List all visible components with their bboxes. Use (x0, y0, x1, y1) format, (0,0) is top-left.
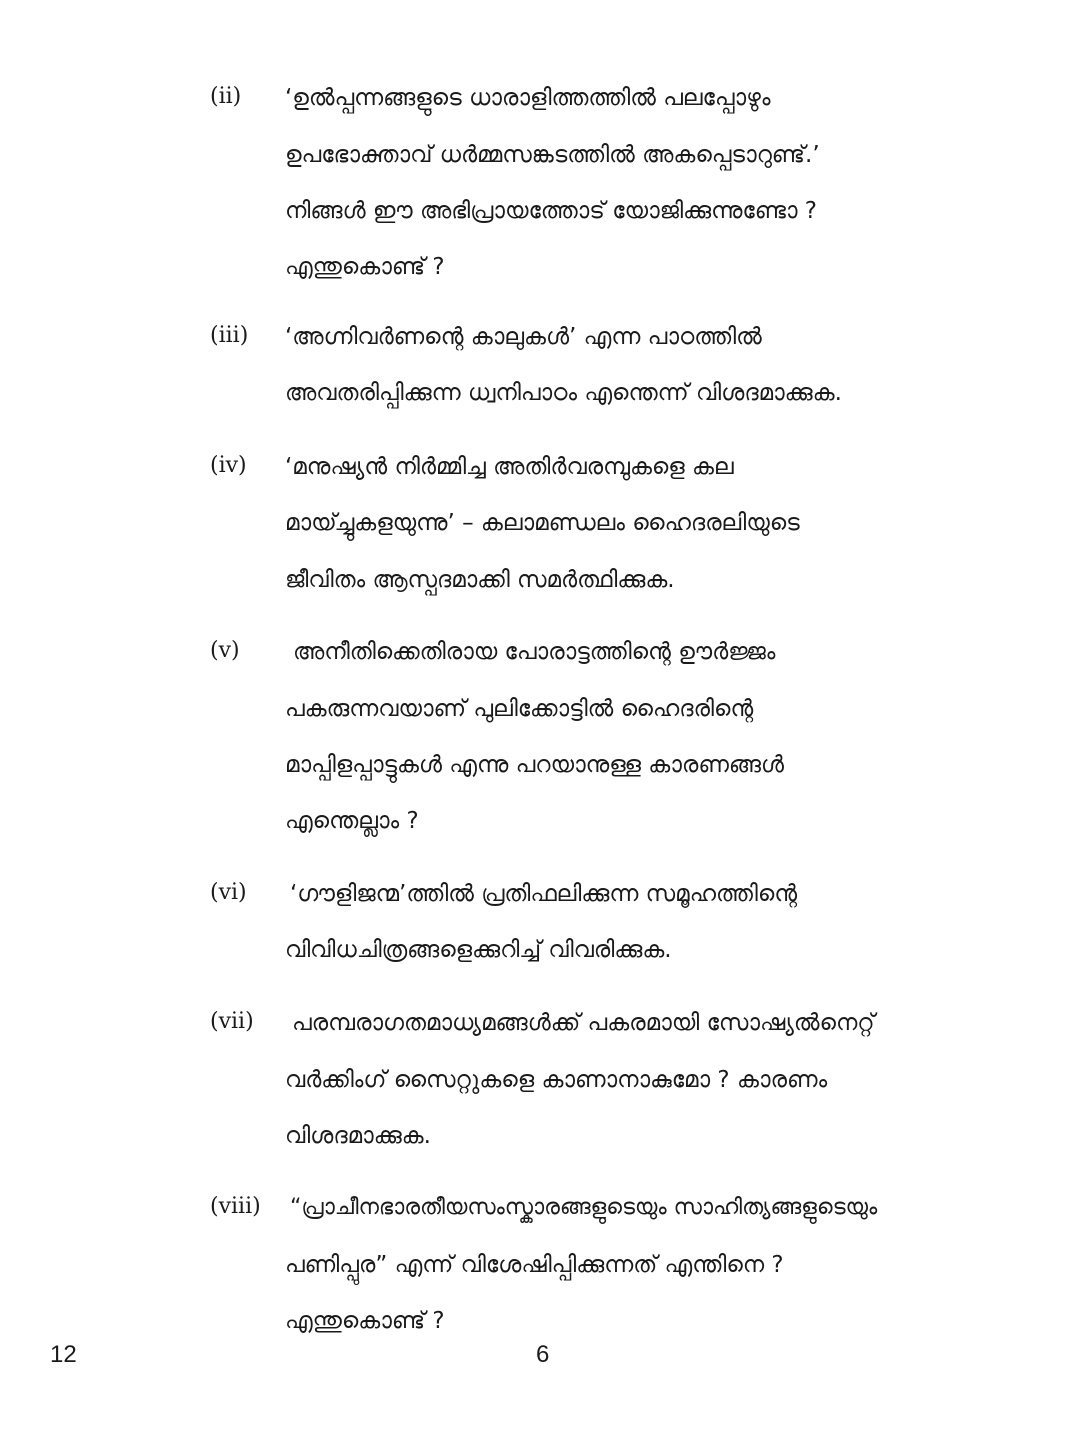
question-line: പകരുന്നവയാണ് പുലിക്കോട്ടിൽ ഹൈദരിന്റെ (285, 696, 754, 722)
question-number: (v) (210, 638, 240, 663)
question-line: മായ്ച്ചുകളയുന്നു’ – കലാമണ്ഡലം ഹൈദരലിയുടെ (285, 510, 800, 536)
question-line: അവതരിപ്പിക്കുന്ന ധ്വനിപാഠം എന്തെന്ന് വിശദമാക്കുക. (285, 380, 842, 406)
question-line: വർക്കിംഗ് സൈറ്റുകളെ കാണാനാകുമോ ? കാരണം (285, 1067, 828, 1093)
question-number: (vi) (210, 880, 247, 905)
page-number: 6 (536, 1341, 550, 1368)
question-line: ജീവിതം ആസ്പദമാക്കി സമർത്ഥിക്കുക. (285, 567, 675, 593)
question-line: ‘അഗ്നിവർണന്റെ കാലുകൾ’ എന്ന പാഠത്തിൽ (285, 324, 762, 350)
question-line: പരമ്പരാഗതമാധ്യമങ്ങൾക്ക് പകരമായി സോഷ്യൽനെറ്റ് (292, 1010, 875, 1036)
question-number: (iv) (210, 453, 247, 478)
question-line: പണിപ്പുര” എന്ന് വിശേഷിപ്പിക്കുന്നത് എന്തിനെ ? (285, 1252, 784, 1278)
question-number: (iii) (210, 323, 249, 348)
question-number: (ii) (210, 84, 242, 109)
question-line: ‘ഉൽപ്പന്നങ്ങളുടെ ധാരാളിത്തത്തിൽ പലപ്പോഴും (285, 85, 771, 111)
question-line: നിങ്ങൾ ഈ അഭിപ്രായത്തോട് യോജിക്കുന്നുണ്ടോ ? (285, 198, 818, 224)
question-number: (vii) (210, 1009, 254, 1034)
question-line: ‘ഗൗളിജന്മ’ത്തിൽ പ്രതിഫലിക്കുന്ന സമൂഹത്തിന്റെ (290, 881, 798, 907)
question-line: ഉപഭോക്താവ് ധർമ്മസങ്കടത്തിൽ അകപ്പെടാറുണ്ട്.’ (285, 142, 820, 168)
question-line: വിവിധചിത്രങ്ങളെക്കുറിച്ച് വിവരിക്കുക. (285, 937, 672, 963)
question-line: “പ്രാചീനഭാരതീയസംസ്കാരങ്ങളുടെയും സാഹിത്യങ്ങളുടെയും (290, 1195, 878, 1220)
question-line: എന്തുകൊണ്ട് ? (285, 1308, 445, 1334)
question-line: വിശദമാക്കുക. (285, 1123, 431, 1149)
question-line: എന്തെല്ലാം ? (285, 808, 419, 834)
question-line: ‘മനുഷ്യൻ നിർമ്മിച്ച അതിർവരമ്പുകളെ കല (285, 454, 734, 480)
paper-code: 12 (50, 1341, 77, 1368)
question-number: (viii) (210, 1194, 261, 1219)
question-line: മാപ്പിളപ്പാട്ടുകൾ എന്നു പറയാനുള്ള കാരണങ്ങൾ (285, 752, 784, 778)
question-line: എന്തുകൊണ്ട് ? (285, 254, 445, 280)
question-line: അനീതിക്കെതിരായ പോരാട്ടത്തിന്റെ ഊർജ്ജം (293, 639, 776, 665)
